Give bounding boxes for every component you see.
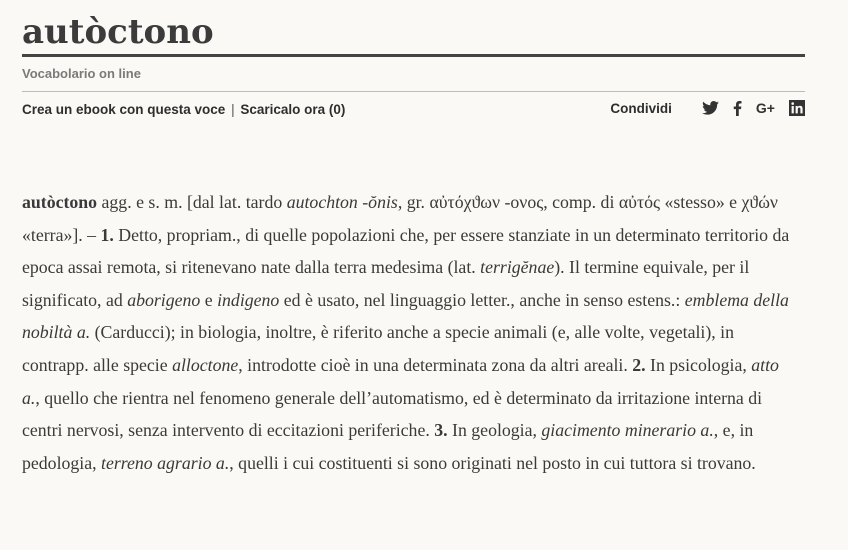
definition-text: ed è usato, nel linguaggio letter., anche in senso estens.:	[279, 289, 685, 310]
facebook-icon[interactable]	[733, 101, 742, 116]
definition-text: agg. e s. m. [dal lat. tardo	[97, 192, 287, 212]
definition-text: ). Il termine equivale, per il significato, ad	[22, 257, 750, 310]
latin-etymology: autochton -ŏnis	[286, 192, 398, 212]
usage-example: terreno agrario a.	[101, 452, 230, 473]
download-label: Scaricalo ora (	[240, 102, 334, 117]
google-plus-icon[interactable]: G+	[755, 100, 775, 116]
definition-text: , introdotte cioè in una determinata zona da altri areali.	[238, 354, 633, 375]
latin-term: terrigĕnae	[480, 257, 555, 278]
title-divider	[22, 54, 805, 57]
definition-text: e	[200, 289, 218, 310]
download-label-end: )	[340, 102, 346, 117]
definition-body	[22, 186, 797, 479]
create-ebook-link[interactable]: Crea un ebook con questa voce	[22, 102, 226, 117]
page-title: autòctono	[22, 12, 214, 52]
download-count: 0	[333, 102, 341, 117]
cross-reference: aborigeno	[127, 289, 201, 310]
dictionary-subtitle: Vocabolario on line	[22, 66, 141, 81]
definition-text: , e, in pedologia,	[22, 420, 754, 473]
share-bar	[610, 100, 805, 116]
linkedin-icon[interactable]	[789, 100, 805, 116]
sense-number-2: 2.	[632, 354, 646, 375]
toolbar-separator: |	[231, 102, 235, 117]
cross-reference: alloctone	[172, 354, 239, 375]
ebook-actions	[22, 102, 345, 117]
definition-text: In psicologia,	[645, 354, 752, 375]
cross-reference: indigeno	[217, 289, 280, 310]
sense-number-3: 3.	[434, 420, 448, 441]
definition-text: (Carducci); in biologia, inoltre, è riferito anche a specie animali (e, alle volte, vegetali), in contrapp. alle specie	[22, 322, 734, 375]
definition-text: , gr. αὐτόχϑων -ονος, comp. di αὐτός «stesso» e χϑών «terra»]. –	[22, 192, 778, 245]
definition-text: , quello che rientra nel fenomeno generale dell’automatismo, ed è determinato da irritazione interna di centri nervosi, senza intervento di eccitazioni periferiche.	[22, 387, 763, 441]
usage-example: atto a.	[22, 354, 779, 408]
headword: autòctono	[22, 192, 98, 212]
definition-text: Detto, propriam., di quelle popolazioni che, per essere stanziate in un determinato territorio da epoca assai remota, si ritenevano nate dalla terra medesima (lat.	[22, 224, 790, 278]
twitter-icon[interactable]	[702, 101, 719, 115]
usage-example: emblema della nobiltà a.	[22, 289, 789, 343]
definition-text: , quelli i cui costituenti si sono originati nel posto in cui tuttora si trovano.	[229, 452, 756, 473]
subtitle-divider	[22, 91, 805, 92]
download-now-link[interactable]	[240, 102, 345, 117]
sense-number-1: 1.	[100, 224, 114, 245]
usage-example: giacimento minerario a.	[541, 420, 714, 441]
definition-text: In geologia,	[447, 420, 542, 441]
entry-toolbar	[22, 100, 805, 120]
share-label: Condividi	[610, 100, 672, 116]
definition-paragraph	[22, 186, 797, 479]
